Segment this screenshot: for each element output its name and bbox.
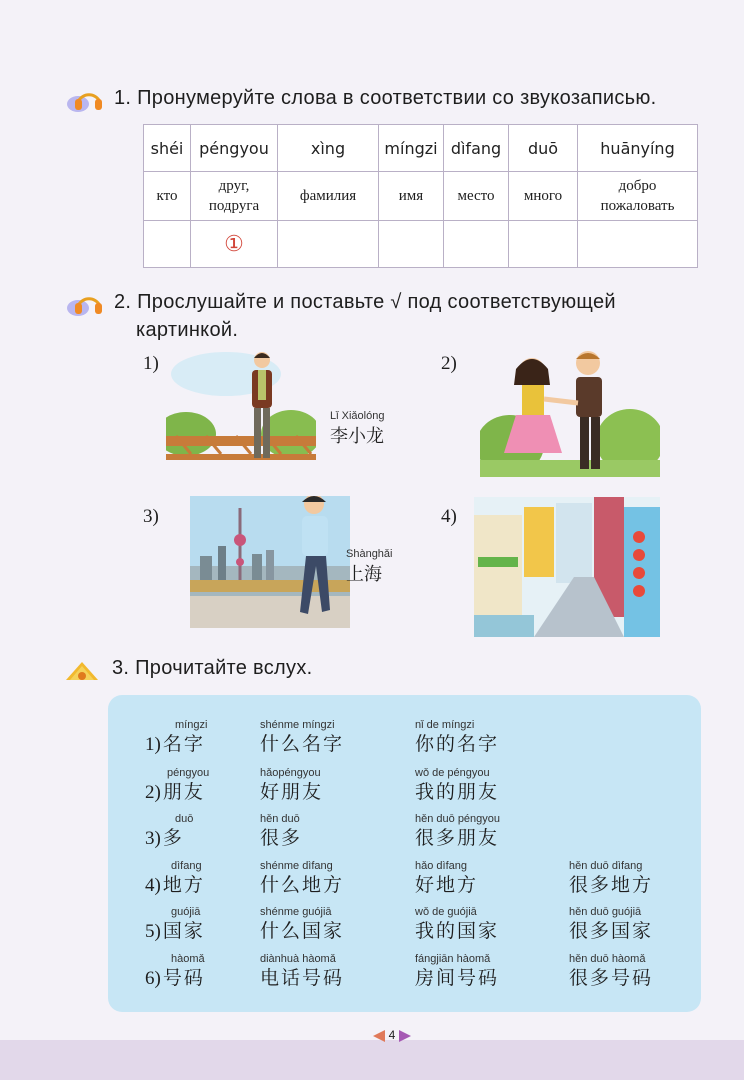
reading-item [260,860,344,897]
item-hanzi: 3) 多 [145,827,184,849]
reading-item [145,953,205,991]
left-ornament-icon [373,1030,385,1042]
item-pinyin: duō [175,813,194,825]
item-pinyin: shénme míngzi [260,719,335,731]
answer-cell[interactable] [509,221,578,268]
pinyin-cell: péngyou [191,125,278,172]
item-pinyin: shénme dìfang [260,860,333,872]
item-hanzi: 我的朋友 [415,781,500,803]
caption-pinyin: Lǐ Xiǎolóng [330,410,385,422]
caption-hanzi: 李小龙 [330,426,384,447]
answer-cell[interactable] [379,221,444,268]
item-hanzi: 好地方 [415,874,479,896]
reading-item [415,953,499,990]
page-bottom-band [0,1040,744,1080]
answer-cell[interactable] [444,221,509,268]
picture-shanghai[interactable] [190,496,350,628]
answer-cell[interactable] [144,221,191,268]
section2-heading [64,288,616,344]
picture-label: 4) [441,506,457,527]
reading-item [415,860,478,897]
russian-cell: много [509,172,578,221]
answer-cell[interactable]: ① [191,221,278,268]
item-pinyin: hěn duō hàomǎ [569,953,646,965]
item-pinyin: míngzi [175,719,208,731]
headphones-icon [64,84,104,116]
reading-item [569,860,653,897]
reading-item [569,906,653,943]
item-pinyin: hěn duō péngyou [415,813,501,825]
caption-li-xiaolong [330,410,384,448]
picture-label: 2) [441,353,457,374]
reading-item [145,906,205,944]
item-hanzi: 电话号码 [260,967,345,989]
picture-street[interactable] [474,497,660,637]
reading-item [260,813,302,850]
item-pinyin: wǒ de guójiā [415,906,477,918]
item-pinyin: péngyou [167,767,210,779]
pinyin-cell: míngzi [379,125,444,172]
item-hanzi: 房间号码 [415,967,500,989]
pinyin-cell: huānyíng [578,125,698,172]
row-number: 6) [145,968,161,989]
item-hanzi: 4) 地方 [145,874,205,896]
reading-item [260,767,323,804]
picture-man-bridge[interactable] [166,344,316,474]
section3-heading [62,654,312,686]
item-hanzi: 6) 号码 [145,967,205,989]
right-ornament-icon [399,1030,411,1042]
item-hanzi: 很多国家 [569,920,654,942]
picture-label: 1) [143,353,159,374]
item-pinyin: hǎo dìfang [415,860,467,872]
item-pinyin: fángjiān hàomǎ [415,953,491,965]
russian-cell: имя [379,172,444,221]
reading-item [260,906,344,943]
item-hanzi: 很多号码 [569,967,654,989]
reading-item [260,719,344,756]
section1-heading [64,84,657,116]
item-pinyin: dìfang [171,860,202,872]
item-hanzi: 很多朋友 [415,827,500,849]
item-pinyin: hǎopéngyou [260,767,321,779]
reading-icon [62,654,102,686]
row-number: 2) [145,782,161,803]
reading-item [415,813,500,850]
reading-item [145,767,209,805]
item-hanzi: 什么地方 [260,874,345,896]
reading-item [415,767,499,804]
item-pinyin: hěn duō guójiā [569,906,642,918]
item-pinyin: hàomǎ [171,953,205,965]
reading-item [145,719,207,757]
page-number-text: 4 [388,1028,396,1042]
item-hanzi: 1) 名字 [145,733,205,755]
item-hanzi: 2) 朋友 [145,781,205,803]
section2-title-line2: картинкой. [136,319,239,341]
item-pinyin: hěn duō [260,813,300,825]
reading-item [415,906,499,943]
item-hanzi: 什么名字 [260,733,345,755]
russian-cell: друг, подруга [191,172,278,221]
item-pinyin: nǐ de míngzi [415,719,475,731]
item-hanzi: 你的名字 [415,733,500,755]
caption-hanzi: 上海 [346,564,382,585]
reading-item [260,953,344,990]
pinyin-cell: shéi [144,125,191,172]
item-hanzi: 很多 [260,827,303,849]
answer-cell[interactable] [578,221,698,268]
item-hanzi: 什么国家 [260,920,345,942]
item-hanzi: 5) 国家 [145,920,205,942]
russian-cell: фамилия [278,172,379,221]
item-pinyin: hěn duō dìfang [569,860,643,872]
russian-row [144,172,698,221]
answer-cell[interactable] [278,221,379,268]
headphones-icon [64,288,104,320]
row-number: 1) [145,734,161,755]
section1-title: 1. Пронумеруйте слова в соответствии со звукозаписью. [114,87,657,109]
section3-title: 3. Прочитайте вслух. [112,657,313,679]
section2-title [114,288,616,344]
vocab-table [143,124,698,268]
reading-item [145,860,205,898]
russian-cell: добро пожаловать [578,172,698,221]
answer-row [144,221,698,268]
item-pinyin: diànhuà hàomǎ [260,953,336,965]
reading-item [569,953,653,990]
item-pinyin: shénme guójiā [260,906,332,918]
row-number: 4) [145,875,161,896]
row-number: 5) [145,921,161,942]
russian-cell: кто [144,172,191,221]
pinyin-cell: xìng [278,125,379,172]
item-hanzi: 好朋友 [260,781,324,803]
pinyin-cell: dìfang [444,125,509,172]
picture-handshake[interactable] [480,345,660,477]
pinyin-row [144,125,698,172]
row-number: 3) [145,828,161,849]
caption-shanghai [346,548,393,586]
russian-cell: место [444,172,509,221]
reading-item [415,719,499,756]
page-number [362,1028,422,1042]
reading-item [145,813,193,851]
item-pinyin: guójiā [171,906,201,918]
section2-title-line1: 2. Прослушайте и поставьте √ под соответствующей [114,291,616,313]
pinyin-cell: duō [509,125,578,172]
item-hanzi: 我的国家 [415,920,500,942]
picture-label: 3) [143,506,159,527]
item-hanzi: 很多地方 [569,874,654,896]
caption-pinyin: Shànghǎi [346,548,393,560]
item-pinyin: wǒ de péngyou [415,767,490,779]
